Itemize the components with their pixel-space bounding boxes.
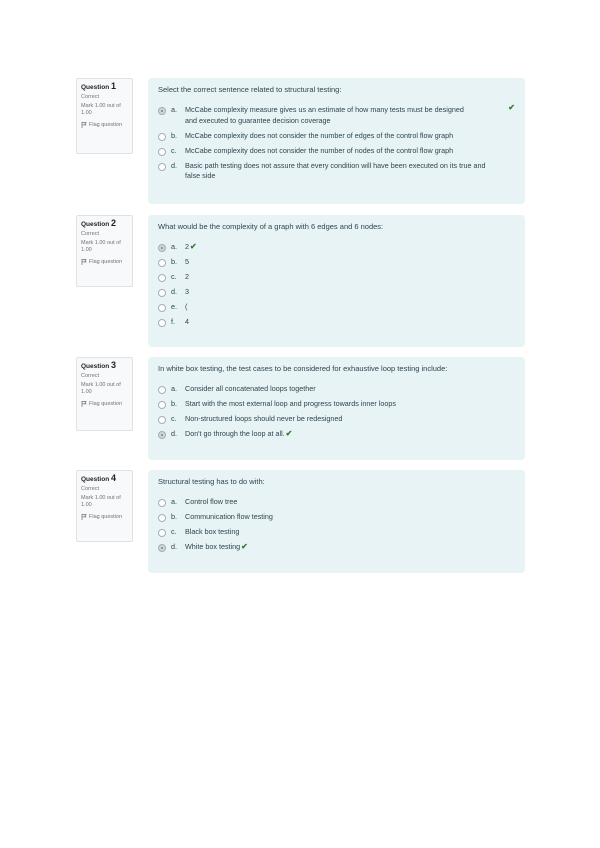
answer-radio[interactable] <box>158 244 166 252</box>
answer-option[interactable]: c. 2 <box>158 272 515 283</box>
answer-option[interactable]: e. ( <box>158 302 515 313</box>
question-text: Select the correct sentence related to structural testing: <box>158 85 342 94</box>
answer-option[interactable]: c. Black box testing <box>158 527 515 538</box>
answer-option[interactable]: c. McCabe complexity does not consider the number of nodes of the control flow graph <box>158 146 515 157</box>
answer-option[interactable]: d. Don't go through the loop at all. ✔ <box>158 429 515 440</box>
answer-radio[interactable] <box>158 259 166 267</box>
question-text: What would be the complexity of a graph with 6 edges and 6 nodes: <box>158 222 384 231</box>
question-number: Question 3 <box>81 360 116 370</box>
flag-question-link[interactable]: Flag question <box>81 400 128 408</box>
answer-option[interactable]: b. Communication flow testing <box>158 512 515 523</box>
question-state: Correct <box>81 373 100 379</box>
answer-option[interactable]: f. 4 <box>158 317 515 328</box>
answer-option[interactable]: a. 2 ✔ <box>158 242 515 253</box>
question-number: Question 4 <box>81 473 116 483</box>
question-content <box>148 78 525 204</box>
answer-radio[interactable] <box>158 514 166 522</box>
question-number: Question 2 <box>81 218 116 228</box>
correct-check-icon: ✔ <box>190 242 197 251</box>
question-text: Structural testing has to do with: <box>158 477 265 486</box>
flag-icon <box>81 122 87 128</box>
answer-option[interactable]: a. Consider all concatenated loops together <box>158 384 515 395</box>
flag-question-link[interactable]: Flag question <box>81 258 128 266</box>
question-info <box>76 215 133 287</box>
question-grade: Mark 1.00 out of 1.00 <box>81 240 121 253</box>
answer-radio[interactable] <box>158 133 166 141</box>
answer-radio[interactable] <box>158 544 166 552</box>
flag-icon <box>81 259 87 265</box>
flag-icon <box>81 514 87 520</box>
question-info <box>76 470 133 542</box>
answer-option[interactable]: b. 5 <box>158 257 515 268</box>
answer-radio[interactable] <box>158 107 166 115</box>
flag-icon <box>81 401 87 407</box>
question-grade: Mark 1.00 out of 1.00 <box>81 495 121 508</box>
answer-option[interactable]: a. McCabe complexity measure gives us an estimate of how many tests must be designed and executed to guarantee decision coverage ✔ <box>158 105 515 126</box>
correct-check-icon: ✔ <box>241 542 248 551</box>
answer-radio[interactable] <box>158 499 166 507</box>
answer-radio[interactable] <box>158 274 166 282</box>
question-number: Question 1 <box>81 81 116 91</box>
question-content <box>148 357 525 460</box>
question-state: Correct <box>81 231 100 237</box>
answer-radio[interactable] <box>158 416 166 424</box>
flag-question-link[interactable]: Flag question <box>81 513 128 521</box>
answer-option[interactable]: d. Basic path testing does not assure that every condition will have been executed on its true and false side <box>158 161 515 182</box>
answer-option[interactable]: a. Control flow tree <box>158 497 515 508</box>
flag-question-link[interactable]: Flag question <box>81 121 128 129</box>
answer-option[interactable]: d. 3 <box>158 287 515 298</box>
question-grade: Mark 1.00 out of 1.00 <box>81 103 121 116</box>
correct-check-icon: ✔ <box>285 429 293 438</box>
question-content <box>148 470 525 573</box>
question-grade: Mark 1.00 out of 1.00 <box>81 382 121 395</box>
answer-radio[interactable] <box>158 304 166 312</box>
answer-radio[interactable] <box>158 401 166 409</box>
answer-option[interactable]: c. Non-structured loops should never be redesigned <box>158 414 515 425</box>
answer-radio[interactable] <box>158 163 166 171</box>
question-state: Correct <box>81 94 100 100</box>
question-text: In white box testing, the test cases to be considered for exhaustive loop testing include: <box>158 364 448 373</box>
answer-radio[interactable] <box>158 148 166 156</box>
answer-radio[interactable] <box>158 319 166 327</box>
answer-option[interactable]: d. White box testing ✔ <box>158 542 515 553</box>
question-info <box>76 357 133 431</box>
question-info <box>76 78 133 154</box>
answer-radio[interactable] <box>158 431 166 439</box>
question-content <box>148 215 525 347</box>
answer-radio[interactable] <box>158 529 166 537</box>
answer-radio[interactable] <box>158 386 166 394</box>
answer-radio[interactable] <box>158 289 166 297</box>
answer-option[interactable]: b. Start with the most external loop and progress towards inner loops <box>158 399 515 410</box>
question-state: Correct <box>81 486 100 492</box>
answer-option[interactable]: b. McCabe complexity does not consider the number of edges of the control flow graph <box>158 131 515 142</box>
correct-check-icon: ✔ <box>508 103 515 112</box>
